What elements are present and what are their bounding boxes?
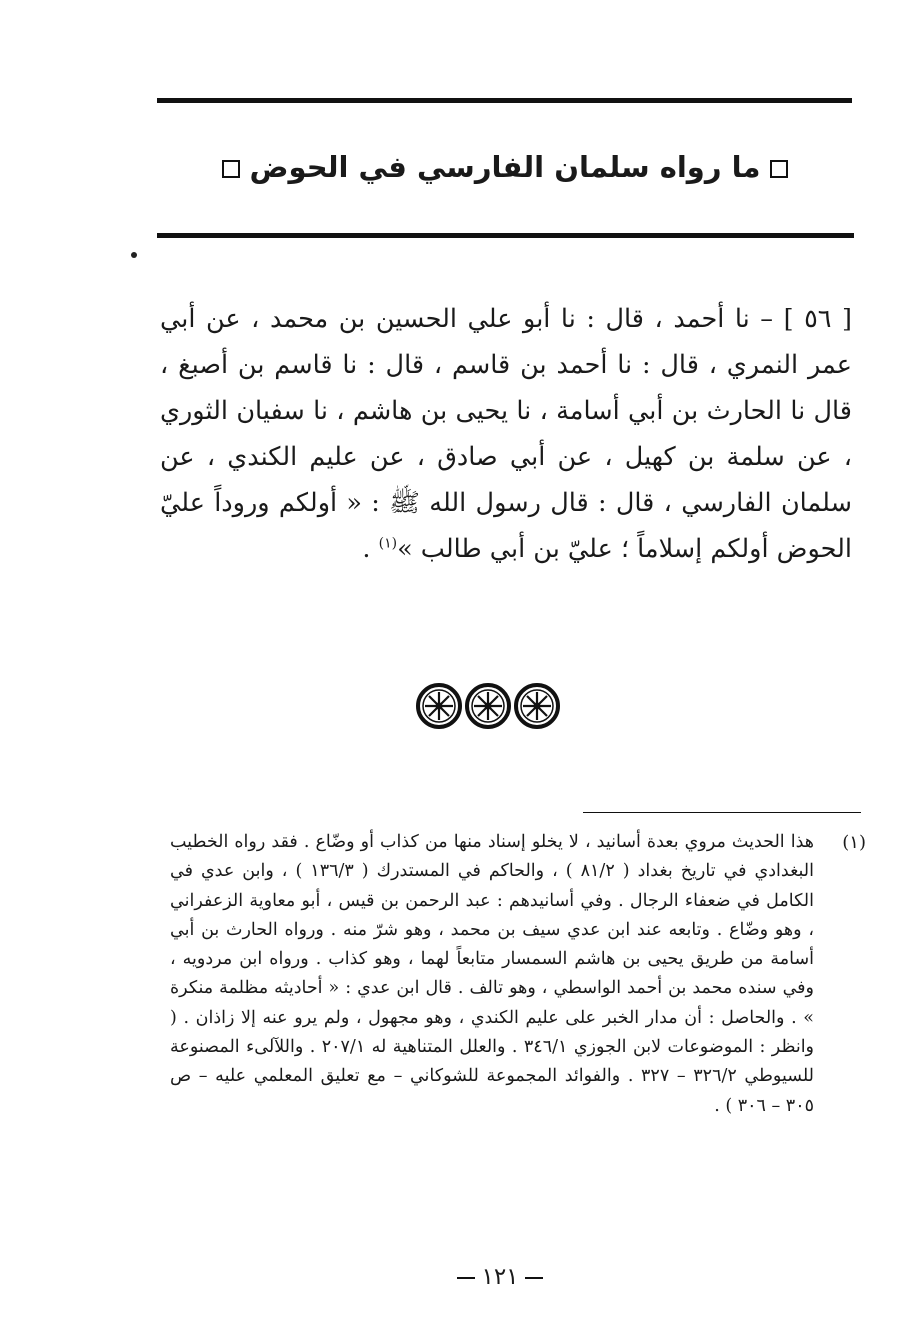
page-number	[440, 1264, 560, 1290]
hadith-text: [ ٥٦ ] – نا أحمد ، قال : نا أبو علي الحسين بن محمد ، عن أبي عمر النمري ، قال : نا أحمد بن قاسم ، قال : نا قاسم بن أصبغ ، قال نا الحارث بن أبي أسامة ، نا يحيى بن هاشم ، نا سفيان الثوري ، عن سلمة بن كهيل ، عن أبي صادق ، عن عليم الكندي ، عن سلمان الفارسي ، قال : قال رسول الله ﷺ : « أولكم وروداً عليّ الحوض أولكم إسلاماً ؛ عليّ بن أبي طالب »	[160, 304, 853, 564]
hadith-end: .	[362, 534, 379, 564]
rosette-icon	[467, 685, 509, 727]
hadith-text-block	[160, 296, 852, 572]
page-number-text: ١٢١	[481, 1264, 519, 1290]
footnote-reference: (١)	[378, 535, 398, 552]
page-dash	[457, 1277, 475, 1279]
page-dash	[525, 1277, 543, 1279]
square-bullet-icon	[222, 160, 240, 178]
chapter-title	[160, 150, 850, 184]
footnote-text: هذا الحديث مروي بعدة أسانيد ، لا يخلو إسناد منها من كذاب أو وضّاع . فقد رواه الخطيب البغدادي في تاريخ بغداد ( ٨١/٢ ) ، والحاكم في المستدرك ( ١٣٦/٣ ) ، وابن عدي في الكامل في ضعفاء الرجال . وفي أسانيدهم : عبد الرحمن بن قيس ، أبو معاوية الزعفراني ، وهو وضّاع . وتابعه عند ابن عدي سيف بن محمد ، وهو شرّ منه . ورواه الحارث بن أبي أسامة من طريق يحيى بن هاشم السمسار متابعاً لهما ، وهو كذاب . ورواه ابن مردويه ، وفي سنده محمد بن أحمد الواسطي ، وهو تالف . قال ابن عدي : « أحاديثه مظلمة منكرة » . والحاصل : أن مدار الخبر على عليم الكندي ، وهو مجهول ، ولم يرو عنه إلا زاذان . ( وانظر : الموضوعات لابن الجوزي ٣٤٦/١ . والعلل المتناهية له ٢٠٧/١ . واللآلىء المصنوعة للسيوطي ٣٢٦/٢ – ٣٢٧ . والفوائد المجموعة للشوكاني – مع تعليق المعلمي عليه – ص ٣٠٥ – ٣٠٦ ) .	[170, 832, 815, 1116]
rosette-icon	[516, 685, 558, 727]
rosette-icon	[418, 685, 460, 727]
footnote-separator	[583, 812, 861, 813]
bottom-rule	[157, 233, 854, 238]
square-bullet-icon	[770, 160, 788, 178]
margin-dot	[131, 252, 137, 258]
top-rule	[157, 98, 852, 103]
footnote-number: (١)	[842, 832, 866, 853]
chapter-title-text: ما رواه سلمان الفارسي في الحوض	[249, 150, 761, 184]
floral-ornament	[415, 682, 561, 730]
